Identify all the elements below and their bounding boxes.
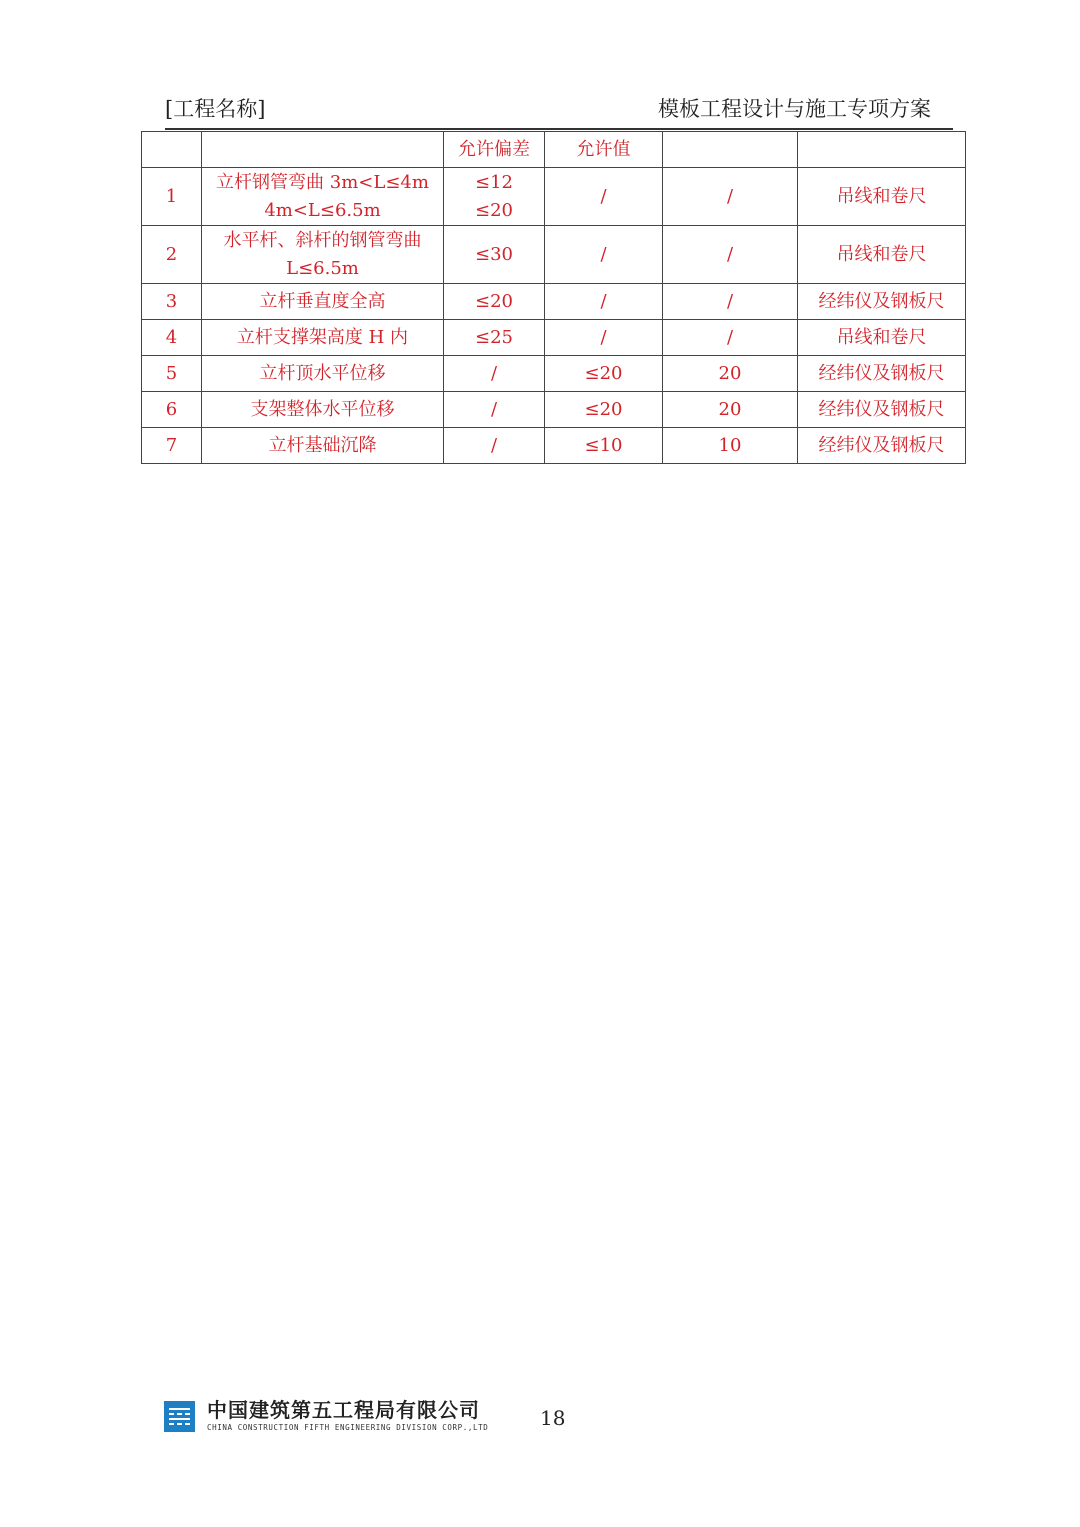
table-row xyxy=(142,226,966,284)
page-header xyxy=(165,94,953,130)
row-item-line: L≤6.5m xyxy=(286,257,359,279)
row-deviation xyxy=(444,226,545,284)
table-row xyxy=(142,392,966,428)
row-tool: 经纬仪及钢板尺 xyxy=(798,392,966,428)
row-item-line: 4m<L≤6.5m xyxy=(264,199,381,221)
company-name-en: CHINA CONSTRUCTION FIFTH ENGINEERING DIVISION CORP.,LTD xyxy=(207,1423,489,1432)
row-value: 20 xyxy=(663,392,798,428)
header-cell-deviation: 允许偏差 xyxy=(444,132,545,168)
row-item-line: 支架整体水平位移 xyxy=(250,398,395,420)
page-number: 18 xyxy=(540,1406,566,1430)
row-allowed: / xyxy=(545,320,663,356)
row-number: 6 xyxy=(142,392,202,428)
row-deviation-line: ≤30 xyxy=(475,243,513,265)
row-deviation-line: ≤20 xyxy=(475,290,513,312)
row-value: / xyxy=(663,226,798,284)
row-allowed: ≤20 xyxy=(545,356,663,392)
row-item xyxy=(202,392,444,428)
row-item xyxy=(202,226,444,284)
row-tool: 吊线和卷尺 xyxy=(798,226,966,284)
table-row xyxy=(142,284,966,320)
row-number: 2 xyxy=(142,226,202,284)
row-deviation xyxy=(444,284,545,320)
row-item xyxy=(202,428,444,464)
row-value: / xyxy=(663,284,798,320)
project-name: [工程名称] xyxy=(165,97,266,121)
row-deviation xyxy=(444,168,545,226)
row-item xyxy=(202,284,444,320)
row-value: / xyxy=(663,320,798,356)
row-deviation-line: / xyxy=(490,398,498,420)
row-item-line: 立杆钢管弯曲 3m<L≤4m xyxy=(216,171,429,193)
row-value: 10 xyxy=(663,428,798,464)
row-deviation xyxy=(444,356,545,392)
row-tool: 经纬仪及钢板尺 xyxy=(798,428,966,464)
row-deviation-line: ≤12 xyxy=(475,171,513,193)
row-number: 7 xyxy=(142,428,202,464)
row-allowed: ≤20 xyxy=(545,392,663,428)
row-value: / xyxy=(663,168,798,226)
row-deviation xyxy=(444,320,545,356)
header-cell-value xyxy=(663,132,798,168)
row-value: 20 xyxy=(663,356,798,392)
row-allowed: / xyxy=(545,226,663,284)
row-item xyxy=(202,320,444,356)
row-item-line: 立杆垂直度全高 xyxy=(259,290,386,312)
row-deviation xyxy=(444,392,545,428)
row-tool: 经纬仪及钢板尺 xyxy=(798,356,966,392)
document-title: 模板工程设计与施工专项方案 xyxy=(658,97,931,121)
row-item xyxy=(202,356,444,392)
header-cell-allowed: 允许值 xyxy=(545,132,663,168)
row-tool: 吊线和卷尺 xyxy=(798,320,966,356)
header-cell-tool xyxy=(798,132,966,168)
row-allowed: / xyxy=(545,168,663,226)
table-row xyxy=(142,428,966,464)
row-tool: 吊线和卷尺 xyxy=(798,168,966,226)
header-cell-no xyxy=(142,132,202,168)
row-deviation-line: / xyxy=(490,434,498,456)
row-item-line: 立杆基础沉降 xyxy=(268,434,377,456)
row-number: 3 xyxy=(142,284,202,320)
table-row xyxy=(142,356,966,392)
row-item-line: 立杆顶水平位移 xyxy=(259,362,386,384)
cscec-logo-icon xyxy=(164,1401,195,1432)
row-allowed: ≤10 xyxy=(545,428,663,464)
cscec-logo-mark xyxy=(164,1401,195,1432)
row-tool: 经纬仪及钢板尺 xyxy=(798,284,966,320)
row-item-line: 立杆支撑架高度 H 内 xyxy=(236,326,409,348)
row-allowed: / xyxy=(545,284,663,320)
row-number: 5 xyxy=(142,356,202,392)
row-number: 1 xyxy=(142,168,202,226)
row-item xyxy=(202,168,444,226)
row-deviation-line: / xyxy=(490,362,498,384)
row-number: 4 xyxy=(142,320,202,356)
table-row xyxy=(142,320,966,356)
inspection-table xyxy=(141,131,966,464)
row-deviation-line: ≤20 xyxy=(475,199,513,221)
row-item-line: 水平杆、斜杆的钢管弯曲 xyxy=(223,229,422,251)
table-row xyxy=(142,168,966,226)
company-name: 中国建筑第五工程局有限公司 xyxy=(207,1398,480,1422)
table-header-row xyxy=(142,132,966,168)
row-deviation xyxy=(444,428,545,464)
header-cell-item xyxy=(202,132,444,168)
row-deviation-line: ≤25 xyxy=(475,326,513,348)
